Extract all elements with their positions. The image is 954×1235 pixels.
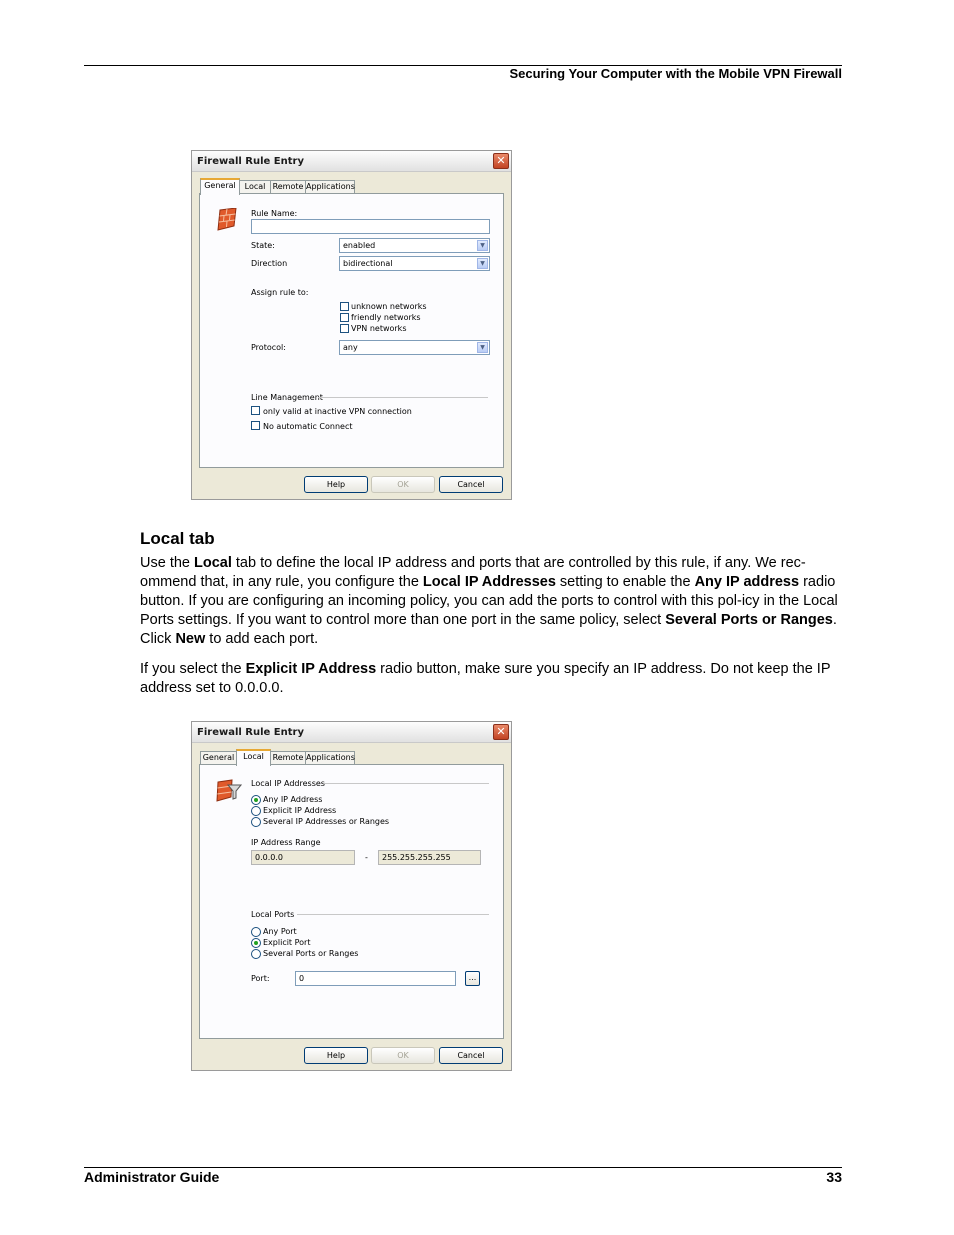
checkbox-label: VPN networks [351, 324, 407, 333]
group-divider [324, 783, 489, 784]
tab-general[interactable]: General [200, 178, 240, 195]
group-divider [318, 397, 488, 398]
range-separator: - [365, 853, 368, 862]
tab-panel-local [199, 764, 504, 1039]
text: setting to enable the [555, 574, 695, 590]
direction-value: bidirectional [343, 259, 393, 268]
port-input[interactable]: 0 [295, 971, 456, 986]
protocol-value: any [343, 343, 358, 352]
group-divider [297, 914, 489, 915]
line-management-label: Line Management [251, 393, 323, 402]
chevron-down-icon[interactable]: ▼ [477, 342, 488, 353]
close-icon[interactable]: ✕ [493, 724, 509, 740]
ok-button[interactable]: OK [371, 476, 435, 493]
firewall-filter-icon [216, 779, 242, 803]
running-header: Securing Your Computer with the Mobile VPN Firewall [509, 66, 842, 81]
checkbox-label: unknown networks [351, 302, 427, 311]
tab-applications[interactable]: Applications [306, 182, 355, 191]
emphasis: Local [194, 555, 232, 571]
dialog-title: Firewall Rule Entry [197, 727, 304, 738]
radio-any-ip-address[interactable] [251, 795, 261, 805]
state-value: enabled [343, 241, 376, 250]
tab-applications[interactable]: Applications [306, 753, 355, 762]
text: to add each port. [205, 631, 319, 647]
checkbox-label: only valid at inactive VPN connection [263, 407, 412, 416]
browse-button[interactable]: ... [465, 971, 480, 986]
help-button[interactable]: Help [304, 476, 368, 493]
help-button[interactable]: Help [304, 1047, 368, 1064]
firewall-rule-dialog-general [191, 150, 512, 500]
firewall-icon [216, 208, 238, 232]
emphasis: Local IP Addresses [422, 574, 556, 590]
port-label: Port: [251, 974, 270, 983]
paragraph-local-tab [140, 554, 842, 649]
ip-range-to-input[interactable]: 255.255.255.255 [378, 850, 481, 865]
radio-label: Explicit Port [263, 938, 311, 947]
close-icon[interactable]: ✕ [493, 153, 509, 169]
local-ports-label: Local Ports [251, 910, 295, 919]
ok-button[interactable]: OK [371, 1047, 435, 1064]
radio-explicit-port[interactable] [251, 938, 261, 948]
assign-rule-label: Assign rule to: [251, 288, 309, 297]
checkbox-inactive-vpn[interactable] [251, 406, 260, 415]
dialog-titlebar [192, 151, 511, 172]
ip-range-from-input[interactable]: 0.0.0.0 [251, 850, 355, 865]
cancel-button[interactable]: Cancel [439, 1047, 503, 1064]
radio-any-port[interactable] [251, 927, 261, 937]
text: tab to define the local IP address and ports that are controlled by this rule, if any. We rec-ommend that, in any rule, you configure the [140, 555, 806, 590]
protocol-select[interactable] [339, 340, 490, 355]
text: . Click [140, 612, 837, 647]
radio-label: Several IP Addresses or Ranges [263, 817, 390, 826]
radio-label: Any Port [263, 927, 297, 936]
text: Use the [140, 555, 194, 571]
tab-local[interactable]: Local [239, 180, 271, 193]
checkbox-no-auto-connect[interactable] [251, 421, 260, 430]
cancel-button[interactable]: Cancel [439, 476, 503, 493]
firewall-rule-dialog-local [191, 721, 512, 1071]
protocol-label: Protocol: [251, 343, 286, 352]
footer-rule [84, 1167, 842, 1168]
state-select[interactable] [339, 238, 490, 253]
direction-label: Direction [251, 259, 288, 268]
radio-label: Several Ports or Ranges [263, 949, 359, 958]
emphasis: Explicit IP Address [245, 661, 377, 677]
checkbox-label: friendly networks [351, 313, 421, 322]
tab-remote[interactable]: Remote [270, 751, 306, 764]
dialog-title: Firewall Rule Entry [197, 156, 304, 167]
emphasis: New [175, 631, 206, 647]
text: radio button, make sure you specify an IP address. Do not keep the IP address set to 0.0.0.0. [140, 661, 831, 696]
tab-panel-general [199, 193, 504, 468]
checkbox-unknown-networks[interactable] [340, 302, 349, 311]
tab-local[interactable]: Local [236, 749, 271, 766]
chevron-down-icon[interactable]: ▼ [477, 240, 488, 251]
checkbox-friendly-networks[interactable] [340, 313, 349, 322]
emphasis: Several Ports or Ranges [665, 612, 833, 628]
section-heading: Local tab [140, 529, 215, 548]
local-ip-addresses-label: Local IP Addresses [251, 779, 325, 788]
chevron-down-icon[interactable]: ▼ [477, 258, 488, 269]
radio-label: Explicit IP Address [263, 806, 337, 815]
direction-select[interactable] [339, 256, 490, 271]
radio-several-ports[interactable] [251, 949, 261, 959]
radio-label: Any IP Address [263, 795, 323, 804]
tab-remote[interactable]: Remote [270, 180, 306, 193]
text: If you select the [140, 661, 246, 677]
radio-explicit-ip-address[interactable] [251, 806, 261, 816]
checkbox-label: No automatic Connect [263, 422, 353, 431]
page-number: 33 [826, 1169, 842, 1185]
paragraph-explicit-ip [140, 660, 842, 698]
checkbox-vpn-networks[interactable] [340, 324, 349, 333]
text: radio button. If you are configuring an incoming policy, you can add the ports to control with this pol-icy in the Local Ports settings. If you want to control more than one port in the same policy, select [140, 574, 838, 628]
rule-name-label: Rule Name: [251, 209, 298, 218]
tab-general[interactable]: General [200, 751, 237, 764]
footer-title: Administrator Guide [84, 1169, 220, 1185]
emphasis: Any IP address [694, 574, 800, 590]
state-label: State: [251, 241, 275, 250]
rule-name-input[interactable] [251, 219, 490, 234]
ip-address-range-label: IP Address Range [251, 838, 321, 847]
radio-several-ip-addresses[interactable] [251, 817, 261, 827]
dialog-titlebar [192, 722, 511, 743]
